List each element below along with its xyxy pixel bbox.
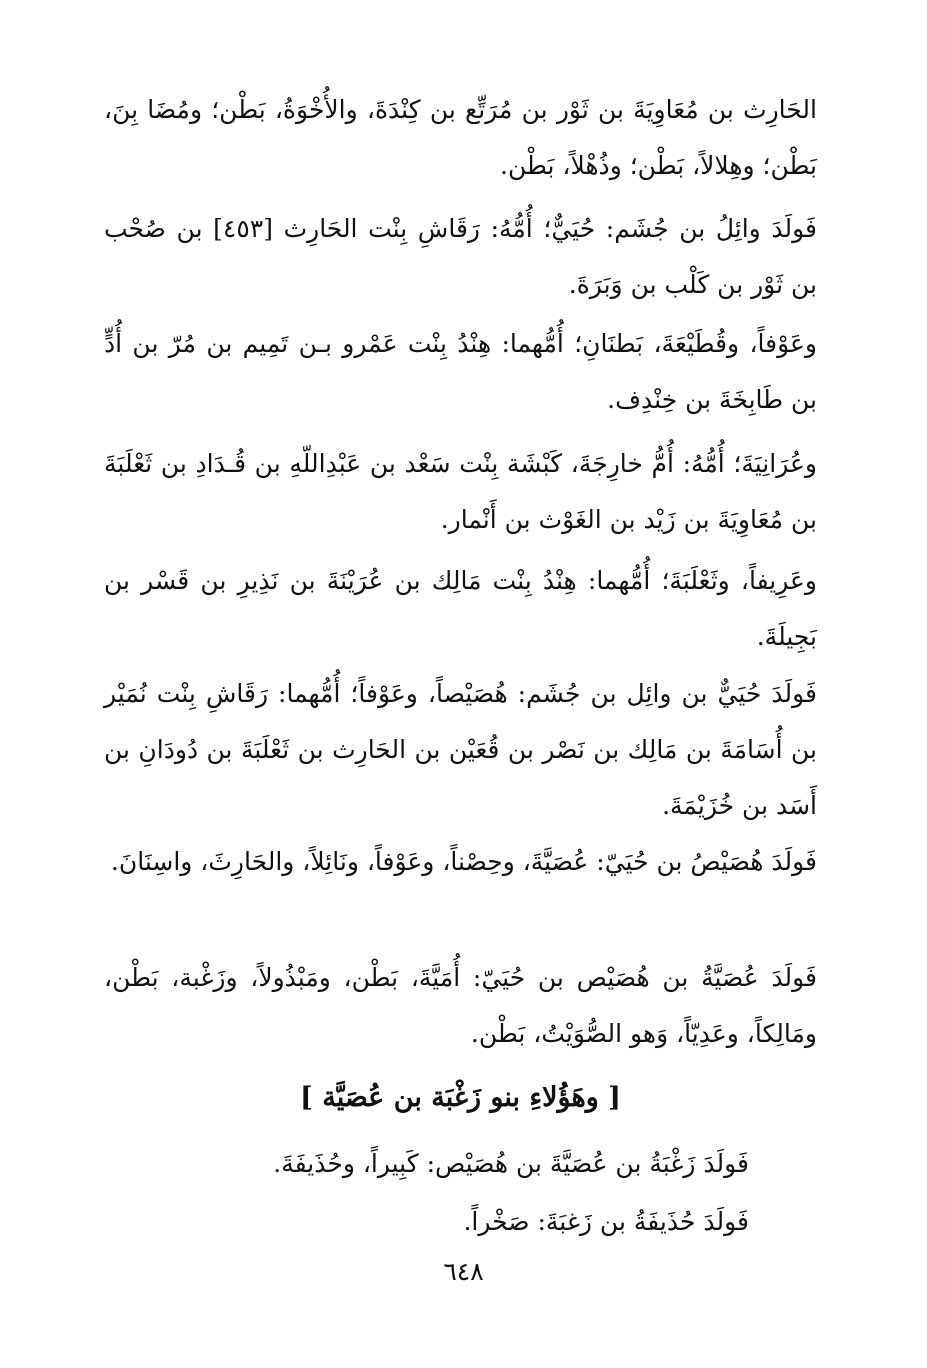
paragraph-5: وعَرِيفاً، وثَعْلَبَةَ؛ أُمُّهما: هِنْدُ بِنْت مَالِك بن عُرَيْنَةَ بن نَذِيرِ بن قَسْر بن بَجِيلَةَ. — [104, 566, 817, 651]
section-heading: [ وهَؤُلاءِ بنو زَغْبَة بن عُصَيَّة ] — [300, 1082, 621, 1113]
paragraph-3: وعَوْفاً، وقُطَيْعَةَ، بَطنَانِ؛ أُمُّهما: هِنْدُ بِنْت عَمْرو بـن تَمِيم بن مُرّ بن أُدٍّ بن طَابِخَةَ بن خِنْدِف. — [104, 329, 817, 414]
paragraph-4: وعُرَانِيَةَ؛ أُمُّهُ: أُمُّ خارِجَةَ، كَبْشَة بِنْت سَعْد بن عَبْدِاللّهِ بن قُـدَادِ بن ثَعْلَبَةَ بن مُعَاوِيَةَ بن زَيْد بن الغَوْث بن أَنْمار. — [104, 449, 817, 534]
lineage-lines — [104, 1135, 749, 1251]
lineage-line-2: فَولَدَ حُذَيفَةُ بن زَغبَةَ: صَخْراً. — [463, 1207, 749, 1236]
page-number: ٦٤٨ — [443, 1257, 484, 1286]
lineage-line-1: فَولَدَ زَغْبَةُ بن عُصَيَّةَ بن هُصَيْص: كَبِيراً، وحُذَيفَةَ. — [273, 1149, 749, 1178]
paragraph-8: فَولَدَ عُصَيَّةُ بن هُصَيْص بن حُيَيّ: أُمَيَّةَ، بَطْن، ومَبْذُولاً، وزَغْبة، بَطْن، ومَالِكاً، وعَدِيّاً، وَهو الصُّوَيْتُ، بَطْن. — [104, 963, 817, 1048]
paragraph-2: فَولَدَ وائِلُ بن جُشَم: حُيَيٌّ؛ أُمُّهُ: رَقَاشِ بِنْت الحَارِث [٤٥٣] بن صُحْب بن ثَوْر بن كَلْب بن وَبَرَةَ. — [104, 214, 817, 299]
paragraph-6: فَولَدَ حُيَيٌّ بن وائِل بن جُشَم: هُصَيْصاً، وعَوْفاً؛ أُمُّهما: رَقَاشِ بِنْت نُمَيْر بن أُسَامَةَ بن مَالِك بن نَصْر بن قُعَيْن بن الحَارِث بن ثَعْلَبَةَ بن دُودَانِ بن أَسَد بن خُزَيْمَةَ. — [104, 679, 817, 820]
paragraph-1: الحَارِث بن مُعَاوِيَةَ بن ثَوْر بن مُرَتِّع بن كِنْدَةَ، والأُخْوَةُ، بَطْن؛ ومُضَا بِنَ، بَطْن؛ وهِلالاً، بَطْن؛ وذُهْلاً، بَطْن. — [104, 95, 817, 180]
paragraph-7: فَولَدَ هُصَيْصُ بن حُيَيّ: عُصَيَّةَ، وحِصْناً، وعَوْفاً، ونَائِلاً، والحَارِثَ، واسِنَانَ. — [110, 847, 817, 876]
